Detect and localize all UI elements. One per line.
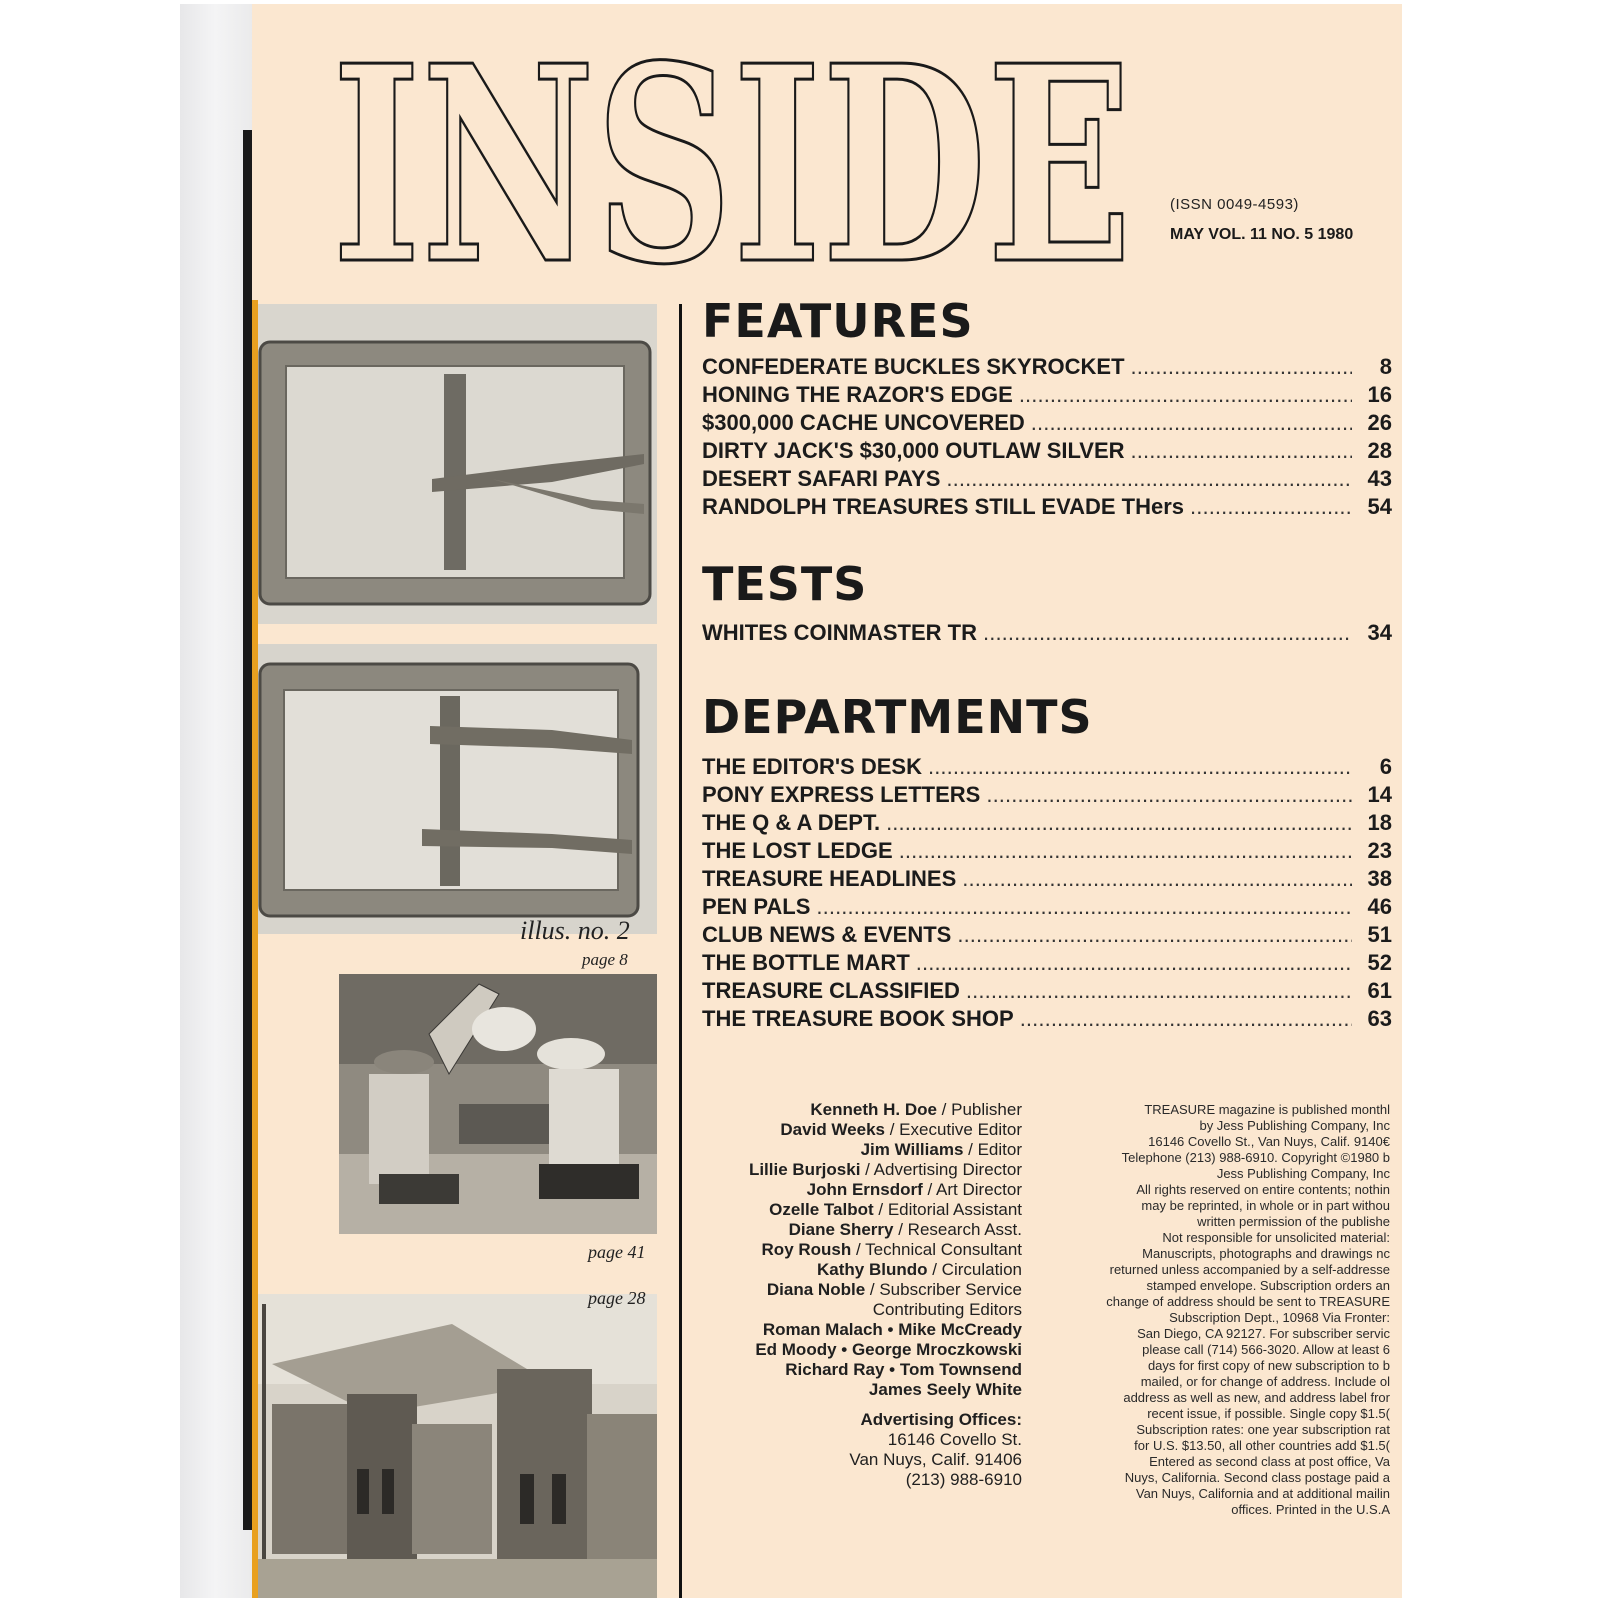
toc-entry[interactable] (702, 466, 1392, 494)
issue-volume: MAY VOL. 11 NO. 5 1980 (1170, 226, 1354, 243)
toc-entry-title: THE BOTTLE MART (702, 950, 910, 975)
staff-role: / Editorial Assistant (873, 1200, 1022, 1219)
prospectors-photo (339, 974, 657, 1234)
toc-entry[interactable] (702, 494, 1392, 522)
toc-entry-page: 43 (1367, 466, 1392, 491)
notice-line: Not responsible for unsolicited material: (1162, 1230, 1390, 1245)
toc-entry[interactable] (702, 782, 1392, 810)
dot-leader (957, 922, 1352, 948)
dot-leader (1190, 494, 1352, 520)
notice-line: for U.S. $13.50, all other countries add $1.5( (1134, 1438, 1390, 1453)
dot-leader (886, 810, 1352, 836)
staff-line (672, 1140, 1022, 1160)
staff-role: / Editor (963, 1140, 1022, 1159)
staff-role: / Research Asst. (893, 1220, 1022, 1239)
page-28-caption: page 28 (588, 1288, 646, 1308)
address-line: Van Nuys, Calif. 91406 (849, 1450, 1022, 1469)
toc-entry-page: 34 (1367, 620, 1392, 645)
ghost-town-photo (252, 1294, 657, 1598)
illustration-caption: illus. no. 2 (520, 916, 630, 945)
notice-line: offices. Printed in the U.S.A (1231, 1502, 1390, 1517)
dot-leader (946, 466, 1352, 492)
notice-line: returned unless accompanied by a self-addresse (1109, 1262, 1390, 1277)
toc-entry[interactable] (702, 1006, 1392, 1034)
staff-line (672, 1240, 1022, 1260)
toc-entry-title: WHITES COINMASTER TR (702, 620, 977, 645)
departments-heading: DEPARTMENTS (702, 690, 1093, 744)
toc-entry-page: 54 (1367, 494, 1392, 519)
notice-line: written permission of the publishe (1197, 1214, 1390, 1229)
page-title (324, 42, 1144, 272)
features-list (702, 354, 1392, 522)
toc-entry[interactable] (702, 354, 1392, 382)
notice-line: change of address should be sent to TREASURE (1106, 1294, 1390, 1309)
staff-name: Jim Williams (860, 1140, 964, 1159)
dot-leader (1019, 382, 1352, 408)
dot-leader (1031, 410, 1352, 436)
dot-leader (899, 838, 1352, 864)
staff-role: / Executive Editor (884, 1120, 1022, 1139)
staff-role: / Advertising Director (860, 1160, 1022, 1179)
contributor-line: Ed Moody • George Mroczkowski (755, 1340, 1022, 1359)
staff-name: David Weeks (780, 1120, 885, 1139)
dot-leader (816, 894, 1352, 920)
magazine-page (252, 4, 1402, 1598)
toc-entry-page: 16 (1367, 382, 1392, 407)
buckle-photo-1 (252, 304, 657, 624)
staff-name: Diane Sherry (788, 1220, 894, 1239)
notice-line: please call (714) 566-3020. Allow at least 6 (1142, 1342, 1390, 1357)
notice-line: Subscription rates: one year subscription rat (1136, 1422, 1390, 1437)
notice-line: 16146 Covello St., Van Nuys, Calif. 9140€ (1148, 1134, 1390, 1149)
dot-leader (986, 782, 1352, 808)
address-line: 16146 Covello St. (887, 1430, 1022, 1449)
notice-line: Telephone (213) 988-6910. Copyright ©1980 b (1121, 1150, 1390, 1165)
notice-line: Subscription Dept., 10968 Via Fronter: (1169, 1310, 1390, 1325)
toc-entry-title: CONFEDERATE BUCKLES SKYROCKET (702, 354, 1125, 379)
notice-line: Nuys, California. Second class postage paid a (1124, 1470, 1390, 1485)
toc-entry-title: THE LOST LEDGE (702, 838, 893, 863)
staff-name: Diana Noble (766, 1280, 866, 1299)
publication-notice (1060, 1102, 1390, 1518)
notice-line: Manuscripts, photographs and drawings nc (1142, 1246, 1390, 1261)
dot-leader (966, 978, 1352, 1004)
staff-name: Lillie Burjoski (748, 1160, 861, 1179)
contributing-editors-heading: Contributing Editors (872, 1300, 1022, 1319)
toc-entry[interactable] (702, 620, 1392, 648)
toc-entry[interactable] (702, 382, 1392, 410)
tests-heading: TESTS (702, 557, 868, 611)
toc-entry-title: CLUB NEWS & EVENTS (702, 922, 952, 947)
page-8-caption: page 8 (582, 950, 628, 969)
contributor-line: Richard Ray • Tom Townsend (785, 1360, 1022, 1379)
staff-name: Kathy Blundo (817, 1260, 928, 1279)
toc-entry[interactable] (702, 410, 1392, 438)
toc-entry-page: 61 (1367, 978, 1392, 1003)
page-41-caption: page 41 (588, 1242, 646, 1262)
staff-name: John Ernsdorf (806, 1180, 923, 1199)
dot-leader (1131, 354, 1352, 380)
staff-role: / Subscriber Service (865, 1280, 1022, 1299)
toc-entry[interactable] (702, 950, 1392, 978)
toc-entry[interactable] (702, 978, 1392, 1006)
toc-entry-title: THE Q & A DEPT. (702, 810, 881, 835)
toc-entry-page: 51 (1367, 922, 1392, 947)
notice-line: Entered as second class at post office, Va (1149, 1454, 1390, 1469)
toc-entry[interactable] (702, 922, 1392, 950)
staff-role: / Circulation (927, 1260, 1022, 1279)
features-heading: FEATURES (702, 294, 974, 348)
staff-name: Kenneth H. Doe (810, 1100, 937, 1119)
toc-entry[interactable] (702, 866, 1392, 894)
masthead (672, 1100, 1022, 1490)
staff-line (672, 1280, 1022, 1300)
toc-entry[interactable] (702, 894, 1392, 922)
toc-entry-title: HONING THE RAZOR'S EDGE (702, 382, 1013, 407)
toc-entry[interactable] (702, 810, 1392, 838)
notice-line: recent issue, if possible. Single copy $1.5( (1147, 1406, 1390, 1421)
toc-entry-page: 26 (1367, 410, 1392, 435)
toc-entry-page: 63 (1367, 1006, 1392, 1031)
staff-role: / Technical Consultant (851, 1240, 1022, 1259)
notice-line: stamped envelope. Subscription orders an (1146, 1278, 1390, 1293)
departments-list (702, 754, 1392, 1034)
staff-line (672, 1160, 1022, 1180)
contributor-line: Roman Malach • Mike McCready (762, 1320, 1022, 1339)
staff-name: Roy Roush (761, 1240, 852, 1259)
dot-leader (962, 866, 1352, 892)
toc-entry-page: 6 (1379, 754, 1392, 779)
notice-line: may be reprinted, in whole or in part withou (1141, 1198, 1390, 1213)
staff-line (672, 1260, 1022, 1280)
toc-entry-page: 8 (1379, 354, 1392, 379)
staff-line (672, 1220, 1022, 1240)
toc-entry-title: TREASURE HEADLINES (702, 866, 957, 891)
dot-leader (928, 754, 1352, 780)
toc-entry-page: 46 (1367, 894, 1392, 919)
staff-name: Ozelle Talbot (769, 1200, 874, 1219)
address-line: (213) 988-6910 (905, 1470, 1022, 1489)
dot-leader (1131, 438, 1352, 464)
toc-entry-title: PEN PALS (702, 894, 811, 919)
toc-entry-title: DIRTY JACK'S $30,000 OUTLAW SILVER (702, 438, 1125, 463)
staff-role: / Art Director (922, 1180, 1022, 1199)
page-orange-edge (252, 300, 258, 1598)
notice-line: address as well as new, and address label fror (1123, 1390, 1390, 1405)
buckle-photo-2 (252, 644, 657, 934)
staff-line (672, 1200, 1022, 1220)
toc-entry-title: THE EDITOR'S DESK (702, 754, 922, 779)
toc-entry-page: 28 (1367, 438, 1392, 463)
notice-line: days for first copy of new subscription to b (1147, 1358, 1390, 1373)
dot-leader (916, 950, 1352, 976)
notice-line: Van Nuys, California and at additional mailin (1135, 1486, 1390, 1501)
notice-line: by Jess Publishing Company, Inc (1199, 1118, 1390, 1133)
dot-leader (1020, 1006, 1352, 1032)
toc-entry-title: RANDOLPH TREASURES STILL EVADE THers (702, 494, 1185, 519)
toc-entry-title: PONY EXPRESS LETTERS (702, 782, 981, 807)
page-title-text: INSIDE (332, 42, 1132, 272)
notice-line: Jess Publishing Company, Inc (1216, 1166, 1390, 1181)
toc-entry[interactable] (702, 754, 1392, 782)
notice-line: TREASURE magazine is published monthl (1144, 1102, 1390, 1117)
toc-entry-title: DESERT SAFARI PAYS (702, 466, 941, 491)
toc-entry[interactable] (702, 438, 1392, 466)
toc-entry-title: TREASURE CLASSIFIED (702, 978, 960, 1003)
contributor-line: James Seely White (868, 1380, 1022, 1399)
issn-number: (ISSN 0049-4593) (1170, 196, 1299, 213)
toc-entry[interactable] (702, 838, 1392, 866)
toc-entry-page: 38 (1367, 866, 1392, 891)
dot-leader (983, 620, 1352, 646)
toc-entry-title: THE TREASURE BOOK SHOP (702, 1006, 1014, 1031)
toc-entry-page: 18 (1367, 810, 1392, 835)
notice-line: mailed, or for change of address. Include ol (1140, 1374, 1390, 1389)
staff-line (672, 1100, 1022, 1120)
staff-line (672, 1180, 1022, 1200)
staff-line (672, 1120, 1022, 1140)
advertising-offices-heading: Advertising Offices: (860, 1410, 1022, 1429)
toc-entry-page: 52 (1367, 950, 1392, 975)
toc-entry-page: 14 (1367, 782, 1392, 807)
staff-role: / Publisher (936, 1100, 1022, 1119)
toc-entry-page: 23 (1367, 838, 1392, 863)
notice-line: San Diego, CA 92127. For subscriber servic (1137, 1326, 1390, 1341)
toc-entry-title: $300,000 CACHE UNCOVERED (702, 410, 1025, 435)
notice-line: All rights reserved on entire contents; nothin (1136, 1182, 1390, 1197)
tests-list (702, 620, 1392, 648)
